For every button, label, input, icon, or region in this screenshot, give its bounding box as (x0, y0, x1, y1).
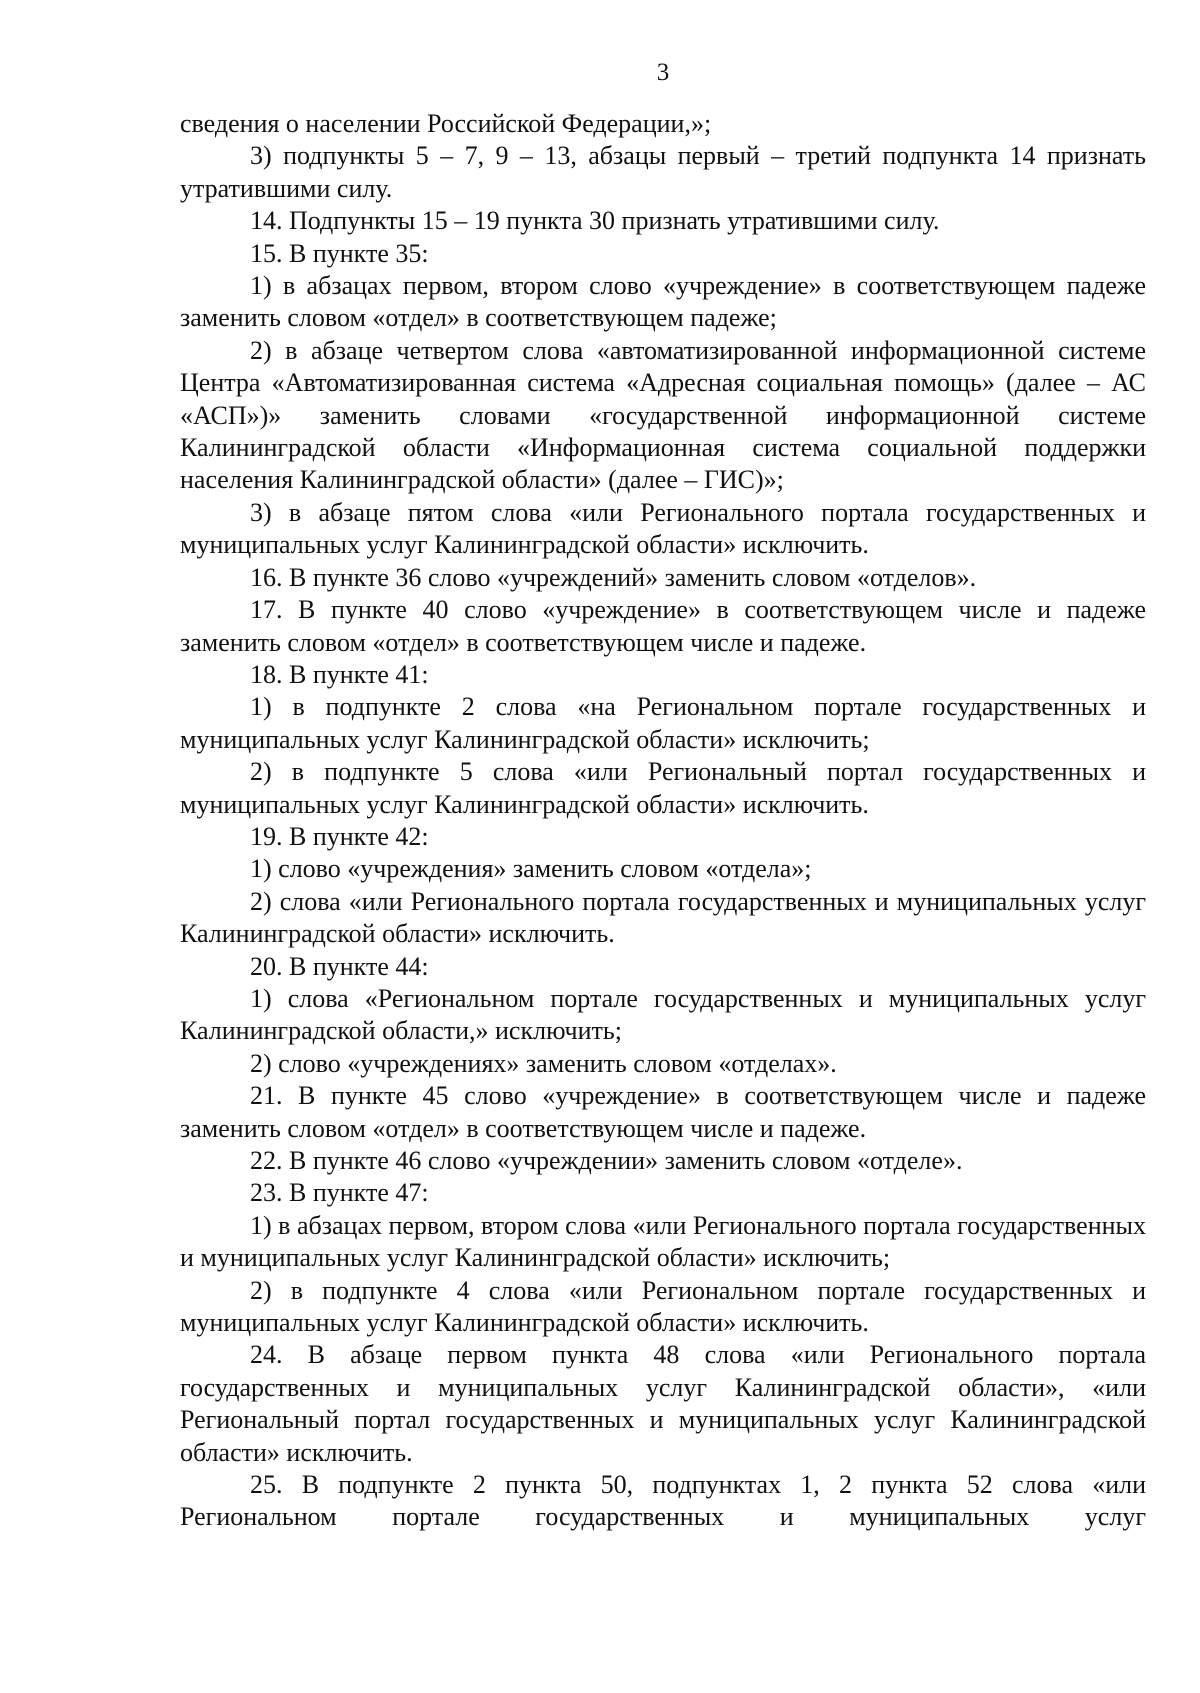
paragraph-15: 2) слова «или Регионального портала государственных и муниципальных услуг Калининградской области» исключить. (180, 886, 1146, 949)
paragraph-7: 3) в абзаце пятом слова «или Регионального портала государственных и муниципальных услуг Калининградской области» исключить. (180, 497, 1146, 560)
document-page (180, 58, 1146, 1534)
paragraph-9: 17. В пункте 40 слово «учреждение» в соответствующем числе и падеже заменить словом «отдел» в соответствующем числе и падеже. (180, 595, 1146, 657)
paragraph-5: 1) в абзацах первом, втором слово «учреждение» в соответствующем падеже заменить словом «отдел» в соответствующем падеже; (180, 271, 1146, 333)
paragraph-23: 2) в подпункте 4 слова «или Региональном портале государственных и муниципальных услуг Калининградской области» исключить. (180, 1275, 1146, 1338)
paragraph-14: 1) слово «учреждения» заменить словом «отдела»; (250, 854, 812, 884)
paragraph-4: 15. В пункте 35: (250, 238, 429, 268)
paragraph-13: 19. В пункте 42: (250, 821, 429, 851)
paragraph-3: 14. Подпункты 15 – 19 пункта 30 признать утратившими силу. (250, 206, 940, 236)
paragraph-2: 3) подпункты 5 – 7, 9 – 13, абзацы первый – третий подпункта 14 признать утратившими силу. (180, 141, 1146, 203)
paragraph-21: 23. В пункте 47: (250, 1178, 429, 1208)
paragraph-1: сведения о населении Российской Федерации,»; (180, 109, 712, 138)
paragraph-8: 16. В пункте 36 слово «учреждений» заменить словом «отделов». (250, 562, 977, 592)
paragraph-18: 2) слово «учреждениях» заменить словом «отделах». (250, 1048, 837, 1078)
page-number: 3 (656, 59, 670, 86)
paragraph-20: 22. В пункте 46 слово «учреждении» заменить словом «отделе». (250, 1146, 963, 1175)
paragraph-16: 20. В пункте 44: (250, 951, 429, 981)
paragraph-12: 2) в подпункте 5 слова «или Региональный портал государственных и муниципальных услуг Калининградской области» исключить. (180, 757, 1146, 819)
paragraph-10: 18. В пункте 41: (250, 659, 429, 689)
paragraph-17: 1) слова «Региональном портале государственных и муниципальных услуг Калининградской области,» исключить; (180, 983, 1146, 1046)
paragraph-24: 24. В абзаце первом пункта 48 слова «или Регионального портала государственных и муниципальных услуг Калининградской области», «или Региональный портал государственных и муниципальных услуг Калининградской области» исключить. (180, 1340, 1146, 1467)
paragraph-22: 1) в абзацах первом, втором слова «или Регионального портала государственных и муниципальных услуг Калининградской области» исключить; (180, 1210, 1146, 1273)
document-body (180, 108, 1146, 1534)
paragraph-11: 1) в подпункте 2 слова «на Региональном портале государственных и муниципальных услуг Калининградской области» исключить; (180, 692, 1146, 754)
paragraph-25: 25. В подпункте 2 пункта 50, подпунктах 1, 2 пункта 52 слова «или Региональном портале государственных и муниципальных услуг (180, 1470, 1146, 1532)
paragraph-6: 2) в абзаце четвертом слова «автоматизированной информационной системе Центра «Автоматизированная система «Адресная социальная помощь» (далее – АС «АСП»)» заменить словами «государственной информационной системе Калининградской области «Информационная система социальной поддержки населения Калининградской области» (далее – ГИС)»; (180, 335, 1146, 495)
paragraph-19: 21. В пункте 45 слово «учреждение» в соответствующем числе и падеже заменить словом «отдел» в соответствующем числе и падеже. (180, 1081, 1146, 1143)
